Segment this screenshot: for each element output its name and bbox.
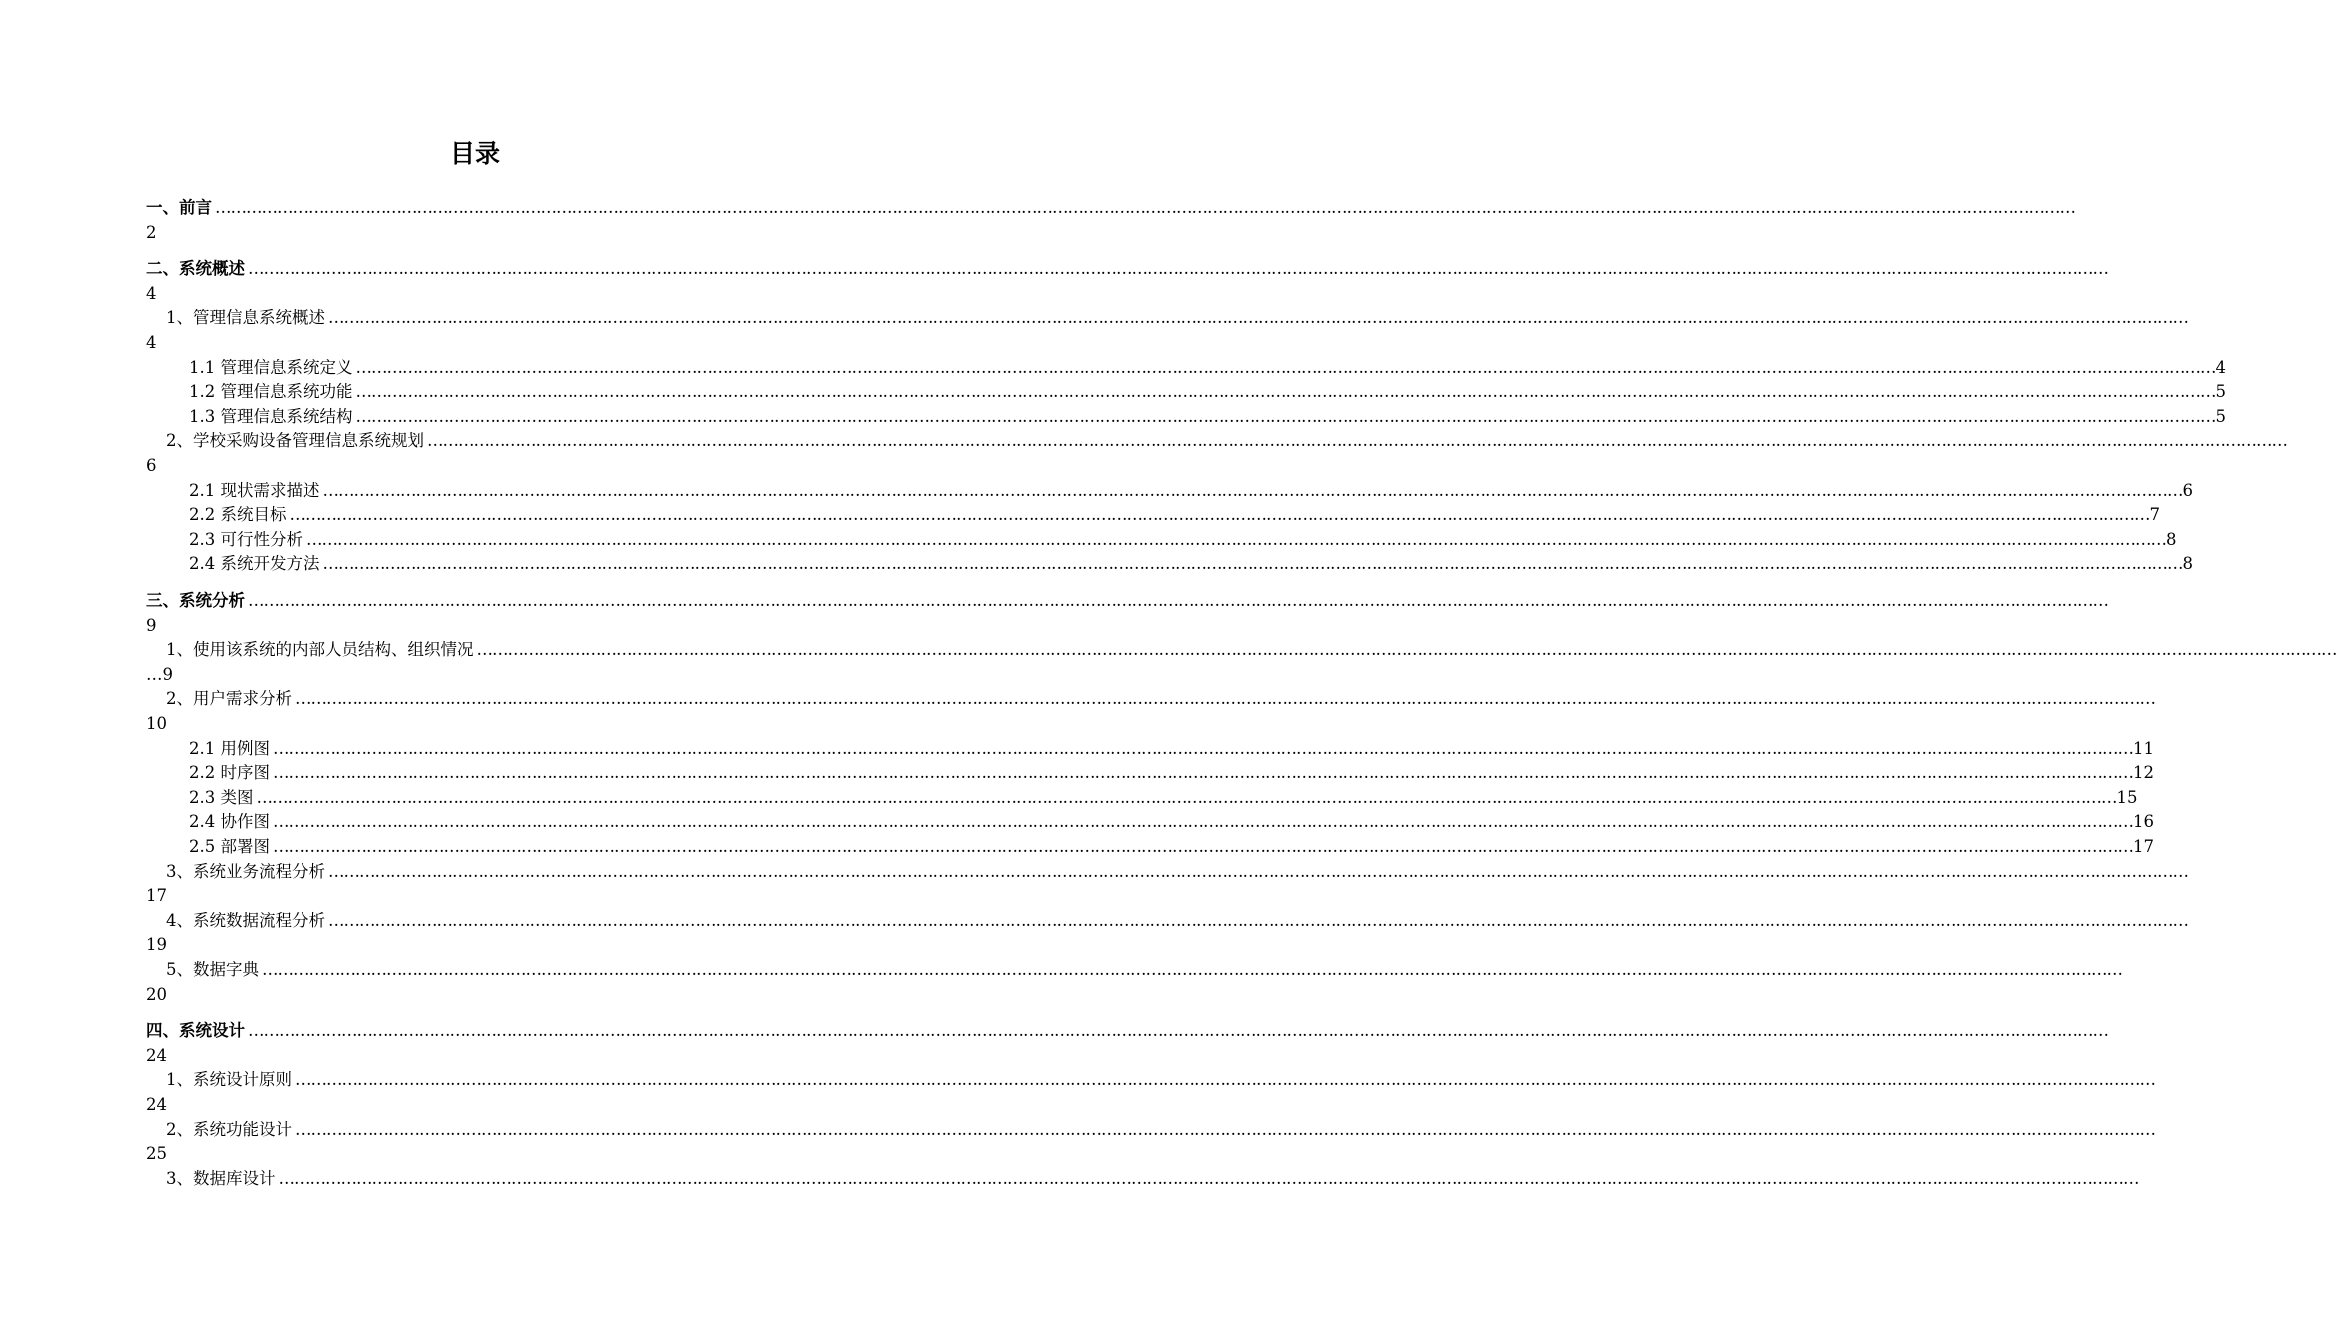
toc-page-number: 6 xyxy=(146,456,157,475)
toc-leader-dots: ……………………………………………………………………………………………………………………………………………………………………………………………………………………………………………………………………………………………………………………………… xyxy=(476,640,2337,660)
toc-page-number: 12 xyxy=(2133,763,2154,783)
toc-page-number: 7 xyxy=(2149,505,2160,525)
toc-leader-dots: ……………………………………………………………………………………………………………………………………………………………………………………………………………………………………………………………………………………………………………………………… xyxy=(427,431,2287,451)
toc-title: 目录 xyxy=(449,139,500,168)
toc-entry[interactable] xyxy=(189,479,2193,503)
toc-entry-label: 1.3 管理信息系统结构 xyxy=(189,406,353,426)
toc-entry[interactable] xyxy=(189,786,2138,810)
toc-page-number: 10 xyxy=(146,714,167,733)
toc-entry[interactable] xyxy=(166,1118,2155,1142)
toc-leader-dots: ……………………………………………………………………………………………………………………………………………………………………………………………………………………………………………………………………………………………………………………………… xyxy=(295,1119,2155,1139)
toc-entry-label: 3、系统业务流程分析 xyxy=(166,861,325,881)
toc-page-number: 8 xyxy=(2182,554,2193,574)
toc-entry[interactable] xyxy=(166,958,2122,982)
toc-leader-dots: ……………………………………………………………………………………………………………………………………………………………………………………………………………………………………………………………………………………………………………………………… xyxy=(289,505,2150,525)
toc-page-number: 25 xyxy=(146,1144,167,1164)
toc-entry-label: 1、系统设计原则 xyxy=(166,1070,292,1090)
toc-page-number: 9 xyxy=(146,615,157,635)
toc-entry[interactable] xyxy=(189,405,2226,429)
toc-page-number: 2 xyxy=(146,222,157,242)
toc-leader-dots: ……………………………………………………………………………………………………………………………………………………………………………………………………………………………………………………………………………………………………………………………… xyxy=(248,1021,2108,1041)
toc-leader-dots: ……………………………………………………………………………………………………………………………………………………………………………………………………………………………………………………………………………………………………………………………… xyxy=(295,1070,2155,1090)
toc-leader-dots: ……………………………………………………………………………………………………………………………………………………………………………………………………………………………………………………………………………………………………………………………… xyxy=(328,910,2188,930)
toc-entry-label: 2、学校采购设备管理信息系统规划 xyxy=(166,431,424,451)
toc-page-number: 6 xyxy=(2182,480,2193,500)
toc-leader-dots: ……………………………………………………………………………………………………………………………………………………………………………………………………………………………………………………………………………………………………………………………… xyxy=(328,308,2188,328)
toc-page-number: 19 xyxy=(146,935,167,955)
toc-page-number: 5 xyxy=(2215,382,2226,402)
toc-entry-label: 5、数据字典 xyxy=(166,960,259,979)
toc-leader-dots: ……………………………………………………………………………………………………………………………………………………………………………………………………………………………………………………………………………………………………………………………… xyxy=(273,738,2133,758)
toc-entry-label: 1、使用该系统的内部人员结构、组织情况 xyxy=(166,640,474,660)
toc-page-number: 11 xyxy=(2133,738,2154,758)
toc-leader-dots: ……………………………………………………………………………………………………………………………………………………………………………………………………………………………………………………………………………………………………………………………… xyxy=(215,198,2075,217)
toc-entry[interactable] xyxy=(189,356,2226,380)
toc-entry-label: 2.2 时序图 xyxy=(189,763,270,783)
toc-leader-dots: ……………………………………………………………………………………………………………………………………………………………………………………………………………………………………………………………………………………………………………………………… xyxy=(355,357,2216,377)
toc-leader-dots: ……………………………………………………………………………………………………………………………………………………………………………………………………………………………………………………………………………………………………………………………… xyxy=(273,837,2133,856)
toc-entry[interactable] xyxy=(146,589,2108,613)
toc-entry-label: 2.3 可行性分析 xyxy=(189,529,303,549)
toc-entry[interactable] xyxy=(166,1167,2139,1191)
toc-leader-dots: ……………………………………………………………………………………………………………………………………………………………………………………………………………………………………………………………………………………………………………………………… xyxy=(306,529,2166,549)
toc-entry-label: 2.4 系统开发方法 xyxy=(189,554,320,574)
toc-entry-label: 1.1 管理信息系统定义 xyxy=(189,357,353,377)
toc-page-number: 24 xyxy=(146,1045,167,1065)
toc-leader-dots: ……………………………………………………………………………………………………………………………………………………………………………………………………………………………………………………………………………………………………………………………… xyxy=(355,406,2216,426)
toc-entry-label: 2.5 部署图 xyxy=(189,837,270,856)
toc-leader-dots: ……………………………………………………………………………………………………………………………………………………………………………………………………………………………………………………………………………………………………………………………… xyxy=(273,812,2133,832)
toc-entry-label: 2.3 类图 xyxy=(189,787,254,807)
toc-page-number: 8 xyxy=(2166,529,2177,549)
toc-page-number: 20 xyxy=(146,984,167,1004)
toc-entry-label: 2.1 用例图 xyxy=(189,738,270,758)
toc-page-number: 17 xyxy=(146,886,167,906)
toc-leader-dots: ……………………………………………………………………………………………………………………………………………………………………………………………………………………………………………………………………………………………………………………………… xyxy=(355,382,2216,402)
toc-entry[interactable] xyxy=(189,835,2154,859)
toc-leader-dots: ……………………………………………………………………………………………………………………………………………………………………………………………………………………………………………………………………………………………………………………………… xyxy=(262,960,2122,979)
toc-entry[interactable] xyxy=(166,638,2337,662)
toc-leader-dots: ……………………………………………………………………………………………………………………………………………………………………………………………………………………………………………………………………………………………………………………………… xyxy=(256,787,2117,807)
toc-page-number: 16 xyxy=(2133,812,2154,832)
toc-entry[interactable] xyxy=(166,909,2188,933)
toc-entry-label: 2、系统功能设计 xyxy=(166,1119,292,1139)
toc-entry[interactable] xyxy=(166,429,2287,453)
toc-page-number: 24 xyxy=(146,1095,167,1114)
toc-leader-dots: ……………………………………………………………………………………………………………………………………………………………………………………………………………………………………………………………………………………………………………………………… xyxy=(322,480,2183,500)
toc-page-number: 4 xyxy=(146,333,157,352)
toc-entry-label: 四、系统设计 xyxy=(146,1021,245,1041)
toc-entry[interactable] xyxy=(189,380,2226,404)
toc-page-number: …9 xyxy=(146,664,173,684)
toc-leader-dots: ……………………………………………………………………………………………………………………………………………………………………………………………………………………………………………………………………………………………………………………………… xyxy=(328,861,2188,881)
toc-entry[interactable] xyxy=(166,687,2155,711)
toc-entry[interactable] xyxy=(189,552,2193,576)
toc-leader-dots: ……………………………………………………………………………………………………………………………………………………………………………………………………………………………………………………………………………………………………………………………… xyxy=(322,554,2183,574)
toc-entry[interactable] xyxy=(166,306,2188,330)
toc-entry-label: 1.2 管理信息系统功能 xyxy=(189,382,353,402)
toc-entry-label: 一、前言 xyxy=(146,198,212,217)
toc-leader-dots: ……………………………………………………………………………………………………………………………………………………………………………………………………………………………………………………………………………………………………………………………… xyxy=(273,763,2133,783)
toc-entry-label: 2、用户需求分析 xyxy=(166,689,292,709)
toc-leader-dots: ……………………………………………………………………………………………………………………………………………………………………………………………………………………………………………………………………………………………………………………………… xyxy=(295,689,2155,709)
toc-page-number: 17 xyxy=(2133,837,2154,856)
toc-entry-label: 4、系统数据流程分析 xyxy=(166,910,325,930)
toc-leader-dots: ……………………………………………………………………………………………………………………………………………………………………………………………………………………………………………………………………………………………………………………………… xyxy=(248,259,2108,279)
toc-entry[interactable] xyxy=(189,761,2154,785)
toc-entry[interactable] xyxy=(146,196,2075,220)
toc-entry-label: 二、系统概述 xyxy=(146,259,245,279)
toc-entry[interactable] xyxy=(189,503,2160,527)
toc-entry-label: 1、管理信息系统概述 xyxy=(166,308,325,328)
toc-page-number: 15 xyxy=(2116,787,2138,807)
toc-entry-label: 三、系统分析 xyxy=(146,591,245,610)
toc-page-number: 4 xyxy=(146,283,157,303)
toc-entry[interactable] xyxy=(189,737,2154,761)
toc-entry-label: 2.1 现状需求描述 xyxy=(189,480,320,500)
toc-entry[interactable] xyxy=(146,1019,2108,1043)
toc-entry[interactable] xyxy=(166,860,2188,884)
toc-entry[interactable] xyxy=(166,1068,2155,1092)
toc-leader-dots: ……………………………………………………………………………………………………………………………………………………………………………………………………………………………………………………………………………………………………………………………… xyxy=(248,591,2108,610)
toc-entry[interactable] xyxy=(146,257,2108,281)
toc-entry-label: 2.2 系统目标 xyxy=(189,505,287,525)
toc-entry[interactable] xyxy=(189,528,2177,552)
toc-entry-label: 3、数据库设计 xyxy=(166,1168,276,1188)
toc-entry[interactable] xyxy=(189,810,2154,834)
toc-leader-dots: ……………………………………………………………………………………………………………………………………………………………………………………………………………………………………………………………………………………………………………………………… xyxy=(278,1168,2139,1188)
toc-page-number: 5 xyxy=(2215,406,2226,426)
toc-page-number: 4 xyxy=(2215,357,2226,377)
toc-entry-label: 2.4 协作图 xyxy=(189,812,270,832)
